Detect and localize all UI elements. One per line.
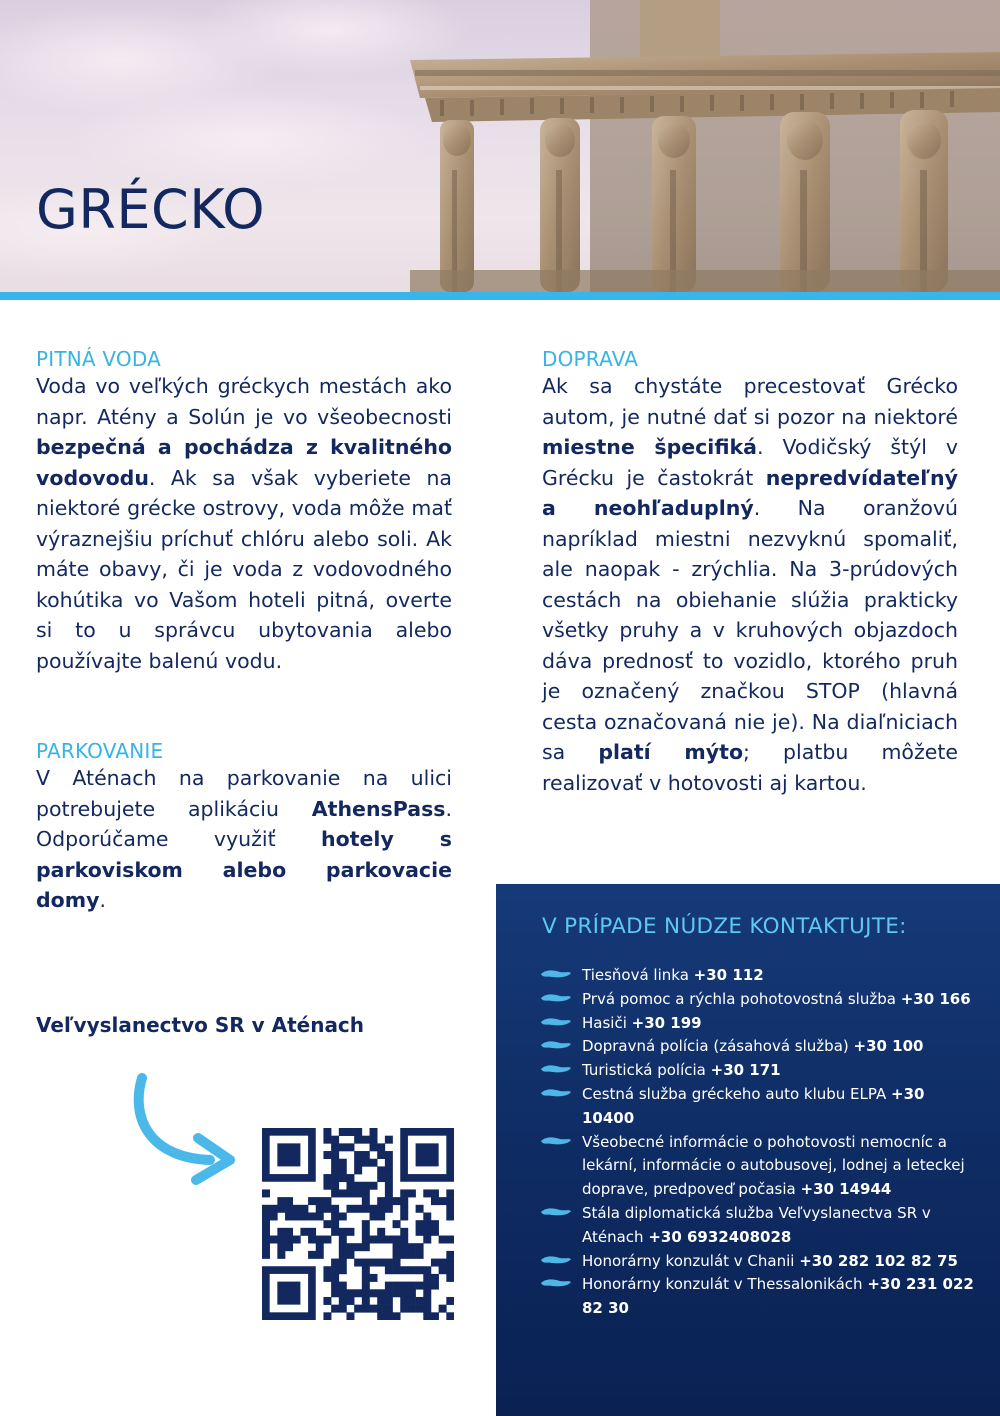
section-heading: PITNÁ VODA bbox=[36, 347, 161, 371]
contact-label: Stála diplomatická služba Veľvyslanectva SR v Aténach bbox=[582, 1203, 931, 1246]
section-transport bbox=[542, 347, 958, 798]
brush-stroke-icon bbox=[540, 1135, 572, 1147]
qr-code[interactable] bbox=[262, 1128, 454, 1320]
list-item bbox=[540, 1250, 980, 1274]
text-bold: bezpečná a pochádza z kvalitného vodovodu bbox=[36, 435, 452, 490]
contact-number[interactable]: +30 14944 bbox=[800, 1180, 892, 1199]
brush-stroke-icon bbox=[540, 1063, 572, 1075]
contact-number[interactable]: +30 171 bbox=[710, 1061, 781, 1080]
contact-label: Honorárny konzulát v Thessalonikách bbox=[582, 1275, 868, 1294]
brush-stroke-icon bbox=[540, 1039, 572, 1051]
list-item bbox=[540, 1083, 980, 1131]
contact-number[interactable]: +30 6932408028 bbox=[648, 1227, 792, 1246]
text-run: ; platbu môžete realizovať v hotovosti aj kartou. bbox=[542, 740, 958, 795]
brush-stroke-icon bbox=[540, 1087, 572, 1099]
section-heading: PARKOVANIE bbox=[36, 739, 164, 763]
brush-stroke-icon bbox=[540, 1016, 572, 1028]
contact-label: Všeobecné informácie o pohotovosti nemocníc a lekární, informácie o autobusovej, lodnej a leteckej doprave, predpoveď počasia bbox=[582, 1132, 965, 1199]
page-title: GRÉCKO bbox=[36, 178, 266, 241]
list-item bbox=[540, 964, 980, 988]
contact-number[interactable]: +30 231 022 82 30 bbox=[582, 1275, 974, 1318]
brush-stroke-icon bbox=[540, 992, 572, 1004]
contact-number[interactable]: +30 282 102 82 75 bbox=[799, 1251, 958, 1270]
contact-number[interactable]: +30 100 bbox=[853, 1037, 924, 1056]
text-bold: AthensPass bbox=[311, 796, 446, 821]
list-item bbox=[540, 1202, 980, 1250]
contact-number[interactable]: +30 199 bbox=[631, 1013, 702, 1032]
text-bold: nepredvídateľný a neohľaduplný bbox=[542, 465, 958, 520]
contact-number[interactable]: +30 166 bbox=[900, 989, 971, 1008]
list-item bbox=[540, 1273, 980, 1321]
list-item bbox=[540, 1035, 980, 1059]
section-text bbox=[36, 763, 452, 916]
list-item bbox=[540, 1059, 980, 1083]
text-run: Ak sa chystáte precestovať Grécko autom, je nutné dať si pozor na niektoré bbox=[542, 374, 958, 429]
text-run: Voda vo veľkých gréckych mestách ako napr. Atény a Solún je vo všeobecnosti bbox=[36, 374, 452, 429]
text-run: . Vodičský štýl v Grécku je častokrát bbox=[542, 435, 958, 490]
text-bold: miestne špecifiká bbox=[542, 435, 757, 459]
acropolis-caryatids-photo bbox=[0, 0, 1000, 292]
contact-label: Tiesňová linka bbox=[582, 966, 694, 984]
text-bold: platí mýto bbox=[598, 740, 744, 764]
section-text bbox=[542, 371, 958, 798]
list-item bbox=[540, 1131, 980, 1202]
section-text bbox=[36, 371, 452, 676]
list-item bbox=[540, 1012, 980, 1036]
brush-stroke-icon bbox=[540, 1277, 572, 1289]
divider-stripe bbox=[0, 292, 1000, 300]
embassy-title: Veľvyslanectvo SR v Aténach bbox=[36, 1013, 365, 1037]
contact-label: Hasiči bbox=[582, 1013, 632, 1032]
text-run: . Ak sa však vyberiete na niektoré grécke ostrovy, voda môže mať výraznejšiu príchuť chlóru alebo soli. Ak máte obavy, či je voda z vodovodného kohútika vo Vašom hoteli pitná, overte si to u správcu ubytovania alebo používajte balenú vodu. bbox=[36, 465, 452, 673]
brush-stroke-icon bbox=[540, 1254, 572, 1266]
section-parking bbox=[36, 739, 452, 916]
curved-arrow-icon bbox=[120, 1068, 240, 1188]
section-drinking-water bbox=[36, 347, 452, 676]
contact-label: Turistická polícia bbox=[582, 1061, 711, 1080]
hero-banner bbox=[0, 0, 1000, 292]
emergency-contacts-panel bbox=[496, 884, 1000, 1416]
text-run: . Na oranžovú napríklad miestni nezvyknú spomaliť, ale naopak - zrýchlia. Na 3-prúdových cestách na obiehanie slúžia prakticky všetky pruhy a v kruhových objazdoch dáva prednosť to vozidlo, ktorého pruh je označený značkou STOP (hlavná cesta označovaná nie je). Na diaľniciach sa bbox=[542, 496, 958, 764]
contact-label: Prvá pomoc a rýchla pohotovostná služba bbox=[582, 989, 901, 1008]
emergency-list bbox=[540, 964, 980, 1321]
text-run: V Aténach na parkovanie na ulici potrebujete aplikáciu bbox=[36, 766, 452, 821]
contact-number[interactable]: +30 10400 bbox=[582, 1084, 925, 1127]
text-run: . Odporúčame využiť bbox=[36, 796, 452, 851]
contact-label: Cestná služba gréckeho auto klubu ELPA bbox=[582, 1084, 892, 1103]
contact-label: Dopravná polícia (zásahová služba) bbox=[582, 1037, 854, 1056]
contact-label: Honorárny konzulát v Chanii bbox=[582, 1251, 800, 1270]
text-run: . bbox=[99, 888, 107, 912]
text-bold: hotely s parkoviskom alebo parkovacie domy bbox=[36, 827, 452, 912]
list-item bbox=[540, 988, 980, 1012]
contact-number[interactable]: +30 112 bbox=[693, 966, 764, 984]
emergency-title: V PRÍPADE NÚDZE KONTAKTUJTE: bbox=[542, 914, 907, 939]
section-heading: DOPRAVA bbox=[542, 347, 639, 371]
brush-stroke-icon bbox=[540, 1206, 572, 1218]
brush-stroke-icon bbox=[540, 968, 572, 980]
